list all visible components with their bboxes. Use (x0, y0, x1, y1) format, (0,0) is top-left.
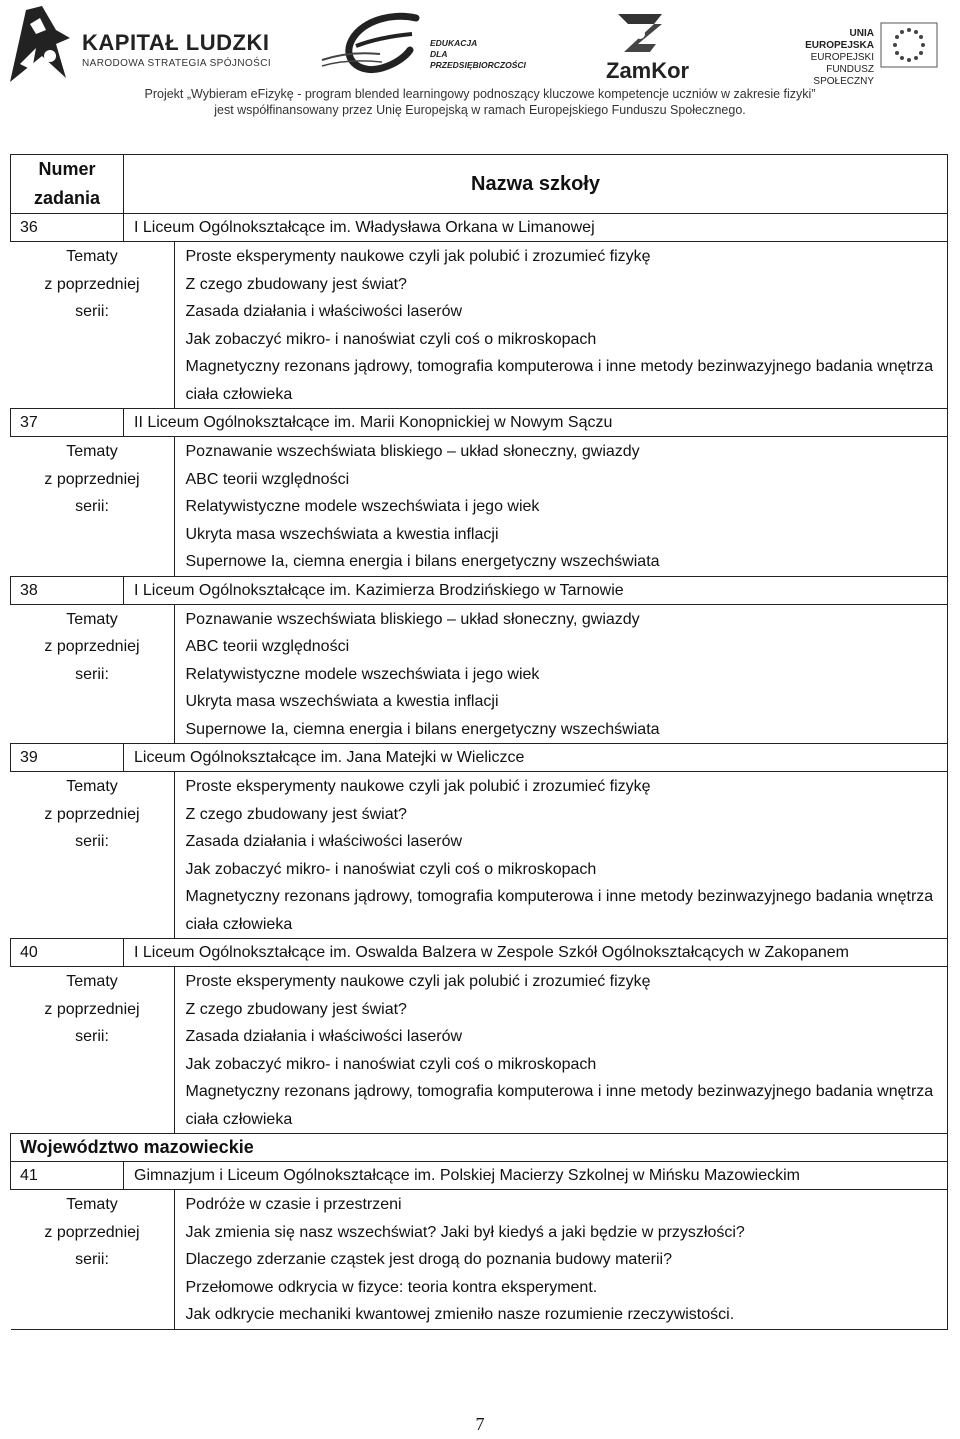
entry-school-name: Gimnazjum i Liceum Ogólnokształcące im. Polskiej Macierzy Szkolnej w Mińsku Mazowieckim (124, 1162, 948, 1190)
eu-flag-icon (880, 22, 938, 68)
entry-topics (11, 437, 948, 577)
entry-number: 39 (11, 744, 124, 772)
entry-school-name: I Liceum Ogólnokształcące im. Oswalda Balzera w Zespole Szkół Ogólnokształcących w Zakopanem (124, 939, 948, 967)
previous-series-label: Tematy z poprzedniej serii: (44, 443, 140, 515)
topic-item: Jak zobaczyć mikro- i nanoświat czyli coś o mikroskopach (185, 330, 597, 348)
entry-topics (11, 772, 948, 939)
eu-text: UNIA EUROPEJSKA EUROPEJSKI FUNDUSZ SPOŁECZNY (805, 28, 874, 87)
kapital-ludzki-subtitle: NARODOWA STRATEGIA SPÓJNOŚCI (82, 58, 272, 69)
topic-item: Jak zobaczyć mikro- i nanoświat czyli coś o mikroskopach (185, 1055, 597, 1073)
previous-series-label: Tematy z poprzedniej serii: (44, 778, 140, 850)
topic-item: Supernowe Ia, ciemna energia i bilans energetyczny wszechświata (185, 553, 660, 570)
previous-series-label: Tematy z poprzedniej serii: (44, 610, 140, 683)
topic-item: Z czego zbudowany jest świat? (185, 1000, 407, 1018)
entry-school-row (11, 939, 948, 967)
entry-topics-row (11, 242, 948, 409)
topic-item: Magnetyczny rezonans jądrowy, tomografia komputerowa i inne metody bezinwazyjnego badania wnętrza ciała człowieka (185, 358, 934, 403)
edukacja-logo (320, 10, 550, 80)
entry-school-name: I Liceum Ogólnokształcące im. Kazimierza Brodzińskiego w Tarnowie (124, 576, 948, 604)
topic-item: Dlaczego zderzanie cząstek jest drogą do poznania budowy materii? (185, 1251, 672, 1268)
region-row (11, 1134, 948, 1162)
previous-series-label: Tematy z poprzedniej serii: (44, 973, 140, 1045)
edukacja-e-icon (320, 10, 430, 80)
topic-item: Magnetyczny rezonans jądrowy, tomografia komputerowa i inne metody bezinwazyjnego badania wnętrza ciała człowieka (185, 888, 934, 933)
previous-series-label: Tematy z poprzedniej serii: (44, 248, 140, 320)
entry-number: 37 (11, 409, 124, 437)
kapital-ludzki-emblem-icon (6, 4, 76, 84)
topic-item: Proste eksperymenty naukowe czyli jak polubić i zrozumieć fizykę (185, 778, 651, 795)
entry-school-row (11, 1162, 948, 1190)
zamkor-logo (600, 10, 700, 83)
entry-topics-row (11, 772, 948, 939)
page-header (0, 0, 960, 125)
kapital-ludzki-title: KAPITAŁ LUDZKI (82, 30, 270, 55)
topic-item: ABC teorii względności (185, 638, 350, 655)
topic-item: Relatywistyczne modele wszechświata i jego wiek (185, 665, 540, 683)
entry-school-row (11, 576, 948, 604)
entries2-body (11, 1162, 948, 1330)
topic-item: Jak zobaczyć mikro- i nanoświat czyli coś o mikroskopach (185, 860, 597, 878)
topic-item: Zasada działania i właściwości laserów (185, 1028, 463, 1045)
topic-item: Zasada działania i właściwości laserów (185, 833, 463, 850)
entry-topics-row (11, 1190, 948, 1330)
topic-item: Poznawanie wszechświata bliskiego – układ słoneczny, gwiazdy (185, 610, 640, 628)
page-number: 7 (475, 1414, 485, 1434)
header-task-number: Numer zadania (11, 155, 124, 214)
entry-school-row (11, 214, 948, 242)
entry-topics (11, 967, 948, 1134)
region-heading: Województwo mazowieckie (11, 1134, 948, 1162)
topic-item: Z czego zbudowany jest świat? (185, 805, 407, 823)
entry-school-name: II Liceum Ogólnokształcące im. Marii Konopnickiej w Nowym Sączu (124, 409, 948, 437)
entry-topics-row (11, 604, 948, 744)
topic-item: Jak odkrycie mechaniki kwantowej zmieniło nasze rozumienie rzeczywistości. (185, 1306, 735, 1323)
entry-number: 40 (11, 939, 124, 967)
topic-item: Relatywistyczne modele wszechświata i jego wiek (185, 498, 540, 515)
table-header-row (11, 155, 948, 214)
entry-number: 36 (11, 214, 124, 242)
entry-topics-row (11, 437, 948, 577)
topic-item: Ukryta masa wszechświata a kwestia inflacji (185, 525, 499, 543)
header-school-name: Nazwa szkoły (124, 155, 948, 214)
entry-topics (11, 604, 948, 744)
entry-school-name: I Liceum Ogólnokształcące im. Władysława Orkana w Limanowej (124, 214, 948, 242)
topic-item: Poznawanie wszechświata bliskiego – układ słoneczny, gwiazdy (185, 443, 640, 460)
entry-school-name: Liceum Ogólnokształcące im. Jana Matejki w Wieliczce (124, 744, 948, 772)
entry-topics (11, 1190, 948, 1330)
topic-item: Supernowe Ia, ciemna energia i bilans energetyczny wszechświata (185, 720, 660, 738)
zamkor-emblem-icon (610, 10, 670, 58)
previous-series-label: Tematy z poprzedniej serii: (44, 1196, 140, 1268)
eu-logo (780, 22, 950, 87)
topic-item: Ukryta masa wszechświata a kwestia inflacji (185, 693, 499, 710)
zamkor-text: ZamKor (606, 58, 690, 83)
entry-number: 38 (11, 576, 124, 604)
schools-table (10, 154, 948, 1330)
entry-topics (11, 242, 948, 409)
topic-item: Z czego zbudowany jest świat? (185, 275, 407, 293)
entry-topics-row (11, 967, 948, 1134)
topic-item: Proste eksperymenty naukowe czyli jak polubić i zrozumieć fizykę (185, 973, 651, 990)
topic-item: Podróże w czasie i przestrzeni (185, 1196, 402, 1213)
entry-school-row (11, 744, 948, 772)
project-statement: Projekt „Wybieram eFizykę - program blended learningowy podnoszący kluczowe kompetencje uczniów w zakresie fizyki” jest współfinansowany przez Unię Europejską w ramach Europejskiego Funduszu Społecznego. (144, 87, 816, 117)
entry-number: 41 (11, 1162, 124, 1190)
topic-item: Zasada działania i właściwości laserów (185, 303, 463, 320)
edukacja-text: EDUKACJA DLA PRZEDSIĘBIORCZOŚCI (430, 38, 526, 70)
kapital-ludzki-logo (6, 4, 272, 84)
topic-item: Magnetyczny rezonans jądrowy, tomografia komputerowa i inne metody bezinwazyjnego badania wnętrza ciała człowieka (185, 1083, 934, 1128)
topic-item: Przełomowe odkrycia w fizyce: teoria kontra eksperyment. (185, 1278, 598, 1296)
topic-item: Proste eksperymenty naukowe czyli jak polubić i zrozumieć fizykę (185, 248, 651, 265)
entry-school-row (11, 409, 948, 437)
entries-body (11, 214, 948, 1134)
topic-item: ABC teorii względności (185, 470, 350, 488)
topic-item: Jak zmienia się nasz wszechświat? Jaki był kiedyś a jaki będzie w przyszłości? (185, 1223, 745, 1241)
